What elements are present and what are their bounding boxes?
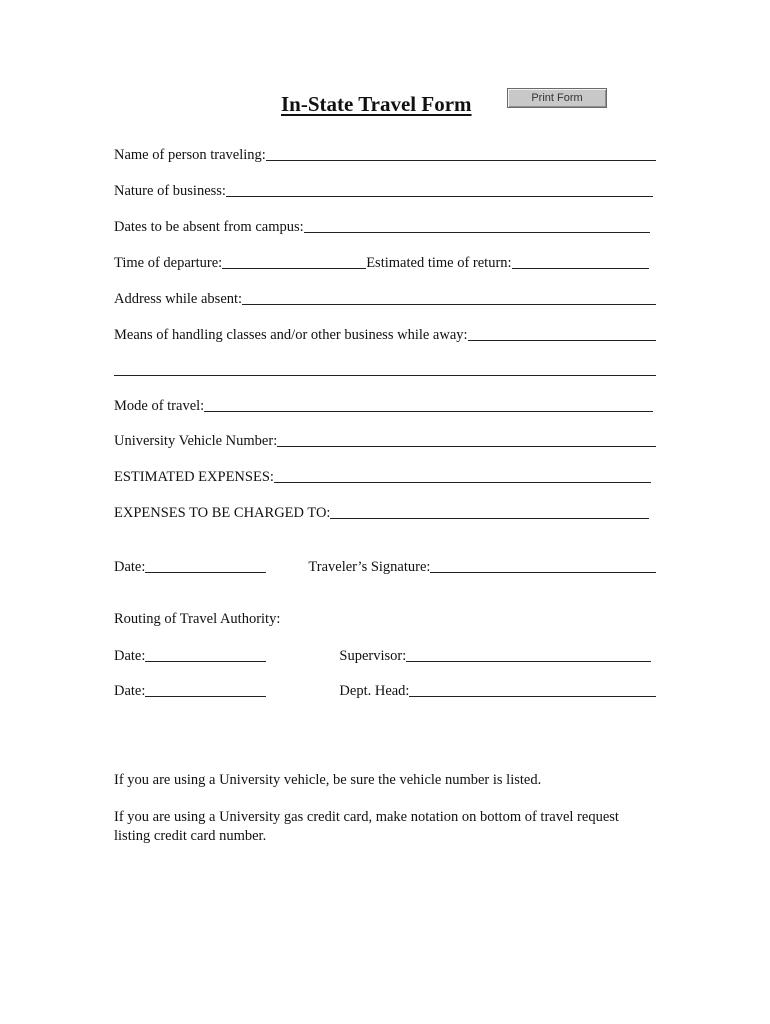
field-dept-head-label: Dept. Head: bbox=[339, 683, 410, 699]
field-traveler-signature-label: Traveler’s Signature: bbox=[308, 559, 431, 575]
field-charged-input-line[interactable] bbox=[330, 502, 649, 519]
field-mode-row bbox=[114, 395, 653, 415]
field-expenses-input-line[interactable] bbox=[274, 466, 651, 483]
field-dates-row bbox=[114, 216, 650, 236]
field-date3-label: Date: bbox=[114, 683, 146, 699]
field-charged-label: EXPENSES TO BE CHARGED TO: bbox=[114, 505, 331, 521]
field-date2-input-line[interactable] bbox=[145, 645, 266, 662]
field-classes-label: Means of handling classes and/or other business while away: bbox=[114, 327, 468, 343]
field-departure-label: Time of departure: bbox=[114, 255, 223, 271]
field-dept-head-row bbox=[114, 680, 656, 700]
field-return-input-line[interactable] bbox=[512, 252, 649, 269]
field-mode-input-line[interactable] bbox=[204, 395, 653, 412]
field-return-label: Estimated time of return: bbox=[366, 255, 512, 271]
field-business-row bbox=[114, 180, 653, 200]
gas-card-note: If you are using a University gas credit card, make notation on bottom of travel request listing credit card number. bbox=[114, 809, 619, 844]
field-vehicle-row bbox=[114, 430, 656, 450]
vehicle-note: If you are using a University vehicle, be sure the vehicle number is listed. bbox=[114, 772, 542, 788]
field-classes-continuation-line[interactable] bbox=[114, 375, 656, 376]
field-departure-input-line[interactable] bbox=[222, 252, 366, 269]
field-address-row bbox=[114, 288, 656, 308]
field-name-row bbox=[114, 144, 656, 164]
field-traveler-signature-input-line[interactable] bbox=[430, 556, 656, 573]
field-expenses-label: ESTIMATED EXPENSES: bbox=[114, 469, 274, 485]
field-name-label: Name of person traveling: bbox=[114, 147, 266, 163]
print-form-button[interactable]: Print Form bbox=[507, 88, 607, 108]
field-dates-label: Dates to be absent from campus: bbox=[114, 219, 304, 235]
field-supervisor-label: Supervisor: bbox=[339, 648, 407, 664]
field-dates-input-line[interactable] bbox=[304, 216, 650, 233]
field-dept-head-input-line[interactable] bbox=[409, 680, 656, 697]
field-mode-label: Mode of travel: bbox=[114, 398, 205, 414]
field-business-input-line[interactable] bbox=[226, 180, 653, 197]
field-classes-input-line[interactable] bbox=[468, 324, 656, 341]
field-address-input-line[interactable] bbox=[242, 288, 656, 305]
field-date2-label: Date: bbox=[114, 648, 146, 664]
field-date3-input-line[interactable] bbox=[145, 680, 266, 697]
field-supervisor-row bbox=[114, 645, 651, 665]
field-business-label: Nature of business: bbox=[114, 183, 226, 199]
field-supervisor-input-line[interactable] bbox=[406, 645, 651, 662]
field-date1-label: Date: bbox=[114, 559, 146, 575]
field-date-signature-row bbox=[114, 556, 656, 576]
field-date1-input-line[interactable] bbox=[145, 556, 266, 573]
form-title: In-State Travel Form bbox=[281, 92, 472, 116]
routing-heading: Routing of Travel Authority: bbox=[114, 611, 281, 627]
field-departure-return-row bbox=[114, 252, 649, 272]
field-address-label: Address while absent: bbox=[114, 291, 243, 307]
field-name-input-line[interactable] bbox=[266, 144, 656, 161]
field-vehicle-label: University Vehicle Number: bbox=[114, 433, 278, 449]
field-expenses-row bbox=[114, 466, 651, 486]
field-vehicle-input-line[interactable] bbox=[277, 430, 656, 447]
field-charged-row bbox=[114, 502, 649, 522]
field-classes-row bbox=[114, 324, 656, 344]
